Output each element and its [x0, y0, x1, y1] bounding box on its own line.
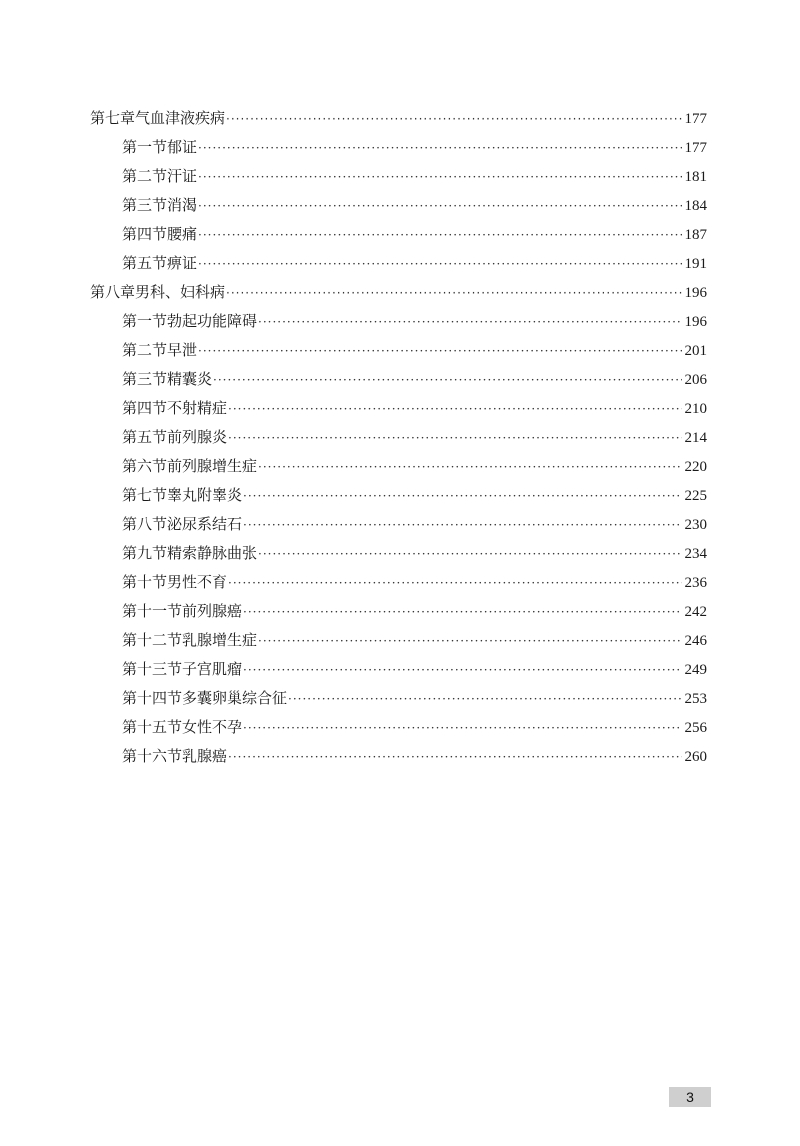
toc-section[interactable]	[90, 597, 707, 626]
toc-section[interactable]	[90, 162, 707, 191]
section-page: 206	[684, 372, 707, 388]
dot-leader	[198, 134, 681, 163]
section-number: 第十四节	[122, 689, 183, 707]
section-number: 第二节	[122, 341, 168, 359]
section-title: 前列腺增生症	[167, 457, 258, 475]
dot-leader	[288, 685, 681, 714]
toc-section[interactable]	[90, 713, 707, 742]
chapter-page: 177	[684, 111, 707, 127]
section-number: 第七节	[122, 486, 168, 504]
section-number: 第五节	[122, 254, 168, 272]
section-page: 249	[684, 662, 707, 678]
section-title: 泌尿系结石	[167, 515, 243, 533]
section-page: 253	[684, 691, 707, 707]
section-page: 187	[684, 227, 707, 243]
section-page: 225	[684, 488, 707, 504]
section-title: 乳腺增生症	[182, 631, 258, 649]
section-number: 第十六节	[122, 747, 183, 765]
toc-section[interactable]	[90, 452, 707, 481]
toc-section[interactable]	[90, 481, 707, 510]
dot-leader	[228, 743, 681, 772]
section-page: 210	[684, 401, 707, 417]
dot-leader	[198, 250, 681, 279]
section-number: 第十三节	[122, 660, 183, 678]
section-title: 痹证	[167, 254, 198, 272]
toc-section[interactable]	[90, 191, 707, 220]
section-number: 第九节	[122, 544, 168, 562]
section-page: 236	[684, 575, 707, 591]
dot-leader	[198, 163, 681, 192]
toc-section[interactable]	[90, 510, 707, 539]
dot-leader	[243, 714, 681, 743]
dot-leader	[198, 337, 681, 366]
section-page: 260	[684, 749, 707, 765]
dot-leader	[243, 656, 681, 685]
section-title: 乳腺癌	[182, 747, 228, 765]
chapter-title: 气血津液疾病	[135, 109, 226, 127]
section-title: 郁证	[167, 138, 198, 156]
section-title: 早泄	[167, 341, 198, 359]
toc-section[interactable]	[90, 365, 707, 394]
toc-chapter-7[interactable]	[90, 104, 707, 133]
section-number: 第一节	[122, 138, 168, 156]
section-page: 234	[684, 546, 707, 562]
toc-section[interactable]	[90, 742, 707, 771]
chapter-number: 第七章	[90, 109, 136, 127]
section-number: 第六节	[122, 457, 168, 475]
section-page: 177	[684, 140, 707, 156]
toc-section[interactable]	[90, 133, 707, 162]
section-number: 第三节	[122, 370, 168, 388]
toc-section[interactable]	[90, 568, 707, 597]
toc-chapter-8[interactable]	[90, 278, 707, 307]
section-number: 第二节	[122, 167, 168, 185]
section-title: 前列腺癌	[182, 602, 243, 620]
table-of-contents	[90, 104, 707, 771]
chapter-number: 第八章	[90, 283, 136, 301]
dot-leader	[198, 192, 681, 221]
section-number: 第十一节	[122, 602, 183, 620]
section-title: 子宫肌瘤	[182, 660, 243, 678]
page-number: 3	[669, 1087, 711, 1107]
section-title: 勃起功能障碍	[167, 312, 258, 330]
dot-leader	[243, 511, 681, 540]
section-number: 第十节	[122, 573, 168, 591]
toc-section[interactable]	[90, 626, 707, 655]
section-title: 精囊炎	[167, 370, 213, 388]
toc-section[interactable]	[90, 539, 707, 568]
section-number: 第四节	[122, 399, 168, 417]
section-title: 女性不孕	[182, 718, 243, 736]
dot-leader	[198, 221, 681, 250]
section-title: 汗证	[167, 167, 198, 185]
chapter-page: 196	[684, 285, 707, 301]
section-title: 消渴	[167, 196, 198, 214]
chapter-title: 男科、妇科病	[135, 283, 226, 301]
section-page: 201	[684, 343, 707, 359]
toc-section[interactable]	[90, 684, 707, 713]
section-page: 191	[684, 256, 707, 272]
toc-section[interactable]	[90, 307, 707, 336]
dot-leader	[226, 279, 681, 308]
toc-section[interactable]	[90, 336, 707, 365]
section-number: 第五节	[122, 428, 168, 446]
dot-leader	[226, 105, 681, 134]
dot-leader	[213, 366, 681, 395]
section-number: 第十五节	[122, 718, 183, 736]
section-page: 220	[684, 459, 707, 475]
section-title: 腰痛	[167, 225, 198, 243]
toc-section[interactable]	[90, 655, 707, 684]
dot-leader	[258, 540, 681, 569]
section-page: 230	[684, 517, 707, 533]
dot-leader	[228, 569, 681, 598]
section-number: 第四节	[122, 225, 168, 243]
section-number: 第一节	[122, 312, 168, 330]
section-page: 242	[684, 604, 707, 620]
dot-leader	[228, 424, 681, 453]
dot-leader	[243, 482, 681, 511]
section-number: 第八节	[122, 515, 168, 533]
toc-section[interactable]	[90, 394, 707, 423]
dot-leader	[258, 627, 681, 656]
section-page: 181	[684, 169, 707, 185]
dot-leader	[228, 395, 681, 424]
section-page: 184	[684, 198, 707, 214]
toc-section[interactable]	[90, 249, 707, 278]
section-title: 男性不育	[167, 573, 228, 591]
section-number: 第十二节	[122, 631, 183, 649]
section-page: 214	[684, 430, 707, 446]
section-number: 第三节	[122, 196, 168, 214]
dot-leader	[258, 308, 681, 337]
section-title: 睾丸附睾炎	[167, 486, 243, 504]
section-title: 前列腺炎	[167, 428, 228, 446]
section-title: 多囊卵巢综合征	[182, 689, 288, 707]
section-page: 246	[684, 633, 707, 649]
section-page: 196	[684, 314, 707, 330]
toc-section[interactable]	[90, 220, 707, 249]
section-title: 不射精症	[167, 399, 228, 417]
toc-section[interactable]	[90, 423, 707, 452]
section-page: 256	[684, 720, 707, 736]
section-title: 精索静脉曲张	[167, 544, 258, 562]
dot-leader	[258, 453, 681, 482]
dot-leader	[243, 598, 681, 627]
